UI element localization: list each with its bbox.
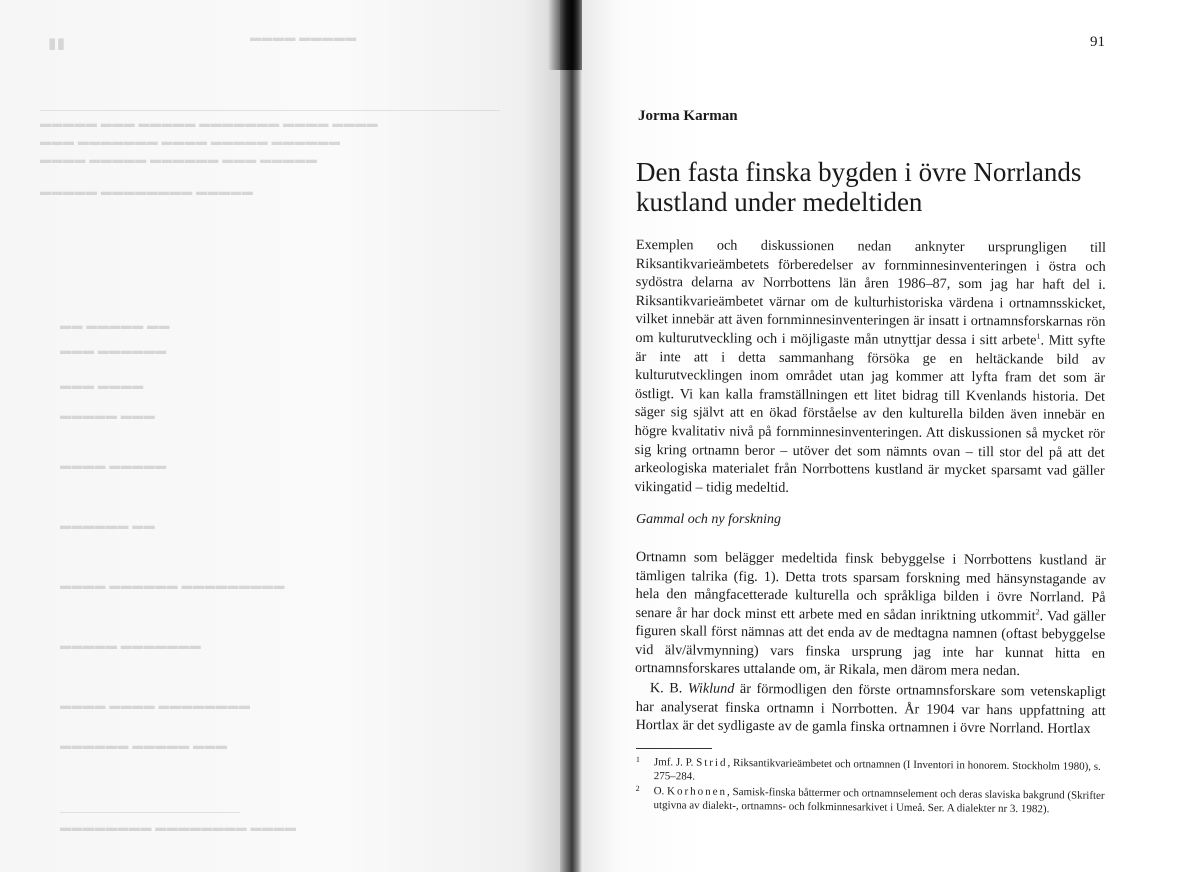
footnote-2 [635,785,1105,817]
ghost-text-line: ▬▬▬▬ ▬▬▬▬▬▬ ▬▬▬▬▬▬▬▬▬ [60,580,285,592]
footnote-number: 1 [635,755,641,765]
body2-text: är förmodligen den förste ortnamnsforskare som vetenskapligt har analyserat finska ortnamn i Norrbotten. År 1904 var hans uppfattning att Hortlax är det sydligaste av de gamla finska ortnamnen i övre Norrland. Hortlax [635,680,1106,737]
ghost-rule [40,110,500,111]
ghost-text-line: ▬▬▬ ▬▬▬▬▬▬▬ ▬▬▬▬ ▬▬▬▬▬ ▬▬▬▬▬▬ [40,136,341,148]
footnote-divider [636,748,712,749]
ghost-running-header: ▬▬▬▬ ▬▬▬▬▬ [250,32,357,44]
intro-text-part1: Exemplen och diskussionen nedan anknyter ursprungligen till Riksantikvarieämbetets förberedelser av fornminnesinventeringen i östra och sydöstra delarna av Norrbottens län åren 1986–87, som jag har haft del i. Riksantikvarieämbetet värnar om de kulturhistoriska värdena i ortnamnsskicket, vilket innebär att även fornminnesinventeringen är insatt i ortnamnsforskarnas rön om kulturutveckling och i möjligaste mån utnyttjar dessa i sitt arbete [635,236,1106,349]
ghost-text-line: ▬▬▬▬▬▬▬▬ ▬▬▬▬▬▬▬▬ ▬▬▬▬ [60,822,297,834]
ghost-page-number: ▮▮ [48,36,66,52]
body1-text-part1: Ortnamn som belägger medeltida finsk bebyggelse i Norrbottens kustland är tämligen talrika (fig. 1). Detta trots sparsam forskning med hänsynstagande av hela den mångfacetterade kulturella och språkliga bilden i övre Norrland. På senare år har dock minst ett arbete med en sådan inriktning utkommit [635,548,1106,624]
ghost-text-line: ▬▬▬▬▬ ▬▬▬▬▬▬▬▬ ▬▬▬▬▬ [40,186,254,198]
left-page-bleed-through [0,0,568,872]
footnote-ref-2: 2 [1035,606,1040,616]
author-name: Jorma Karman [638,108,738,124]
footnotes [635,756,1106,819]
body2-prefix: K. B. [649,680,688,697]
footnote-text: , Riksantikvarieämbetet och ortnamnen (I Inventori in honorem. Stockholm 1980), s. 275–284. [653,756,1101,783]
section-heading: Gammal och ny forskning [636,512,782,527]
ghost-text-line: ▬▬▬▬▬▬ ▬▬ [60,520,156,532]
footnote-author: Strid [696,756,728,769]
footnote-prefix: Jmf. J. P. [653,756,697,769]
ghost-text-line: ▬▬▬▬▬ ▬▬▬▬▬▬▬ [60,640,202,652]
ghost-text-line: ▬▬ ▬▬▬▬▬ ▬▬ [60,320,170,332]
body2-author-name: Wiklund [687,680,735,697]
body-paragraph-1 [635,548,1106,681]
intro-text-part2: . Mitt syfte är inte att i detta sammanhang försöka ge en heltäckande bild av kulturutvecklingen inom området utan jag kommer att lyfta fram det som är östligt. Vi kan kalla framställningen ett litet bidrag till Kvenlands historia. Det säger sig självt att en ökad förståelse av den kulturella bilden även innebär en högre kvalitativ nivå på fornminnesinventeringen. Att diskussionen så mycket rör sig kring ortnamn beror – utöver det som nämnts ovan – till stor del på att det arkeologiska materialet från Norrbottens kustland är mycket sparsamt vad gäller vikingatid – tidig medeltid. [634,332,1106,496]
ghost-text-line: ▬▬▬ ▬▬▬▬ [60,380,144,392]
page-number: 91 [1090,34,1105,50]
article-title: Den fasta finska bygden i övre Norrlands kustland under medeltiden [636,157,1082,217]
footnote-author: Korhonen [667,785,728,798]
footnote-number: 2 [635,783,640,794]
intro-paragraph [634,236,1106,499]
footnote-ref-1: 1 [1036,331,1041,341]
body-paragraph-2 [636,679,1106,739]
ghost-text-line: ▬▬▬▬▬▬ ▬▬▬▬▬ ▬▬▬ [60,740,228,752]
ghost-text-line: ▬▬▬▬▬ ▬▬▬ [60,410,156,422]
ghost-text-line: ▬▬▬▬ ▬▬▬▬ ▬▬▬▬▬▬▬▬ [60,700,251,712]
footnote-text: , Samisk-finska båttermer och ortnamnselement och deras slaviska bakgrund (Skrifter utgivna av dialekt-, ortnamns- och folkminnesarkivet i Umeå. Ser. A dialekter nr 3. 1982). [653,785,1105,815]
book-gutter [560,0,582,872]
footnote-1 [636,756,1106,788]
footnote-prefix: O. [653,785,668,798]
body1-text-part2: . Vad gäller figuren skall först nämnas att det enda av de medtagna namnen (oftast bebyggelse vid älv/älvmynning) vars finska ursprung jag inte har kunnat hitta en ortnamnsforskares uttalande om, är Rikala, men därom mera nedan. [634,607,1106,680]
ghost-text-line: ▬▬▬▬▬ ▬▬▬ ▬▬▬▬▬ ▬▬▬▬▬▬▬ ▬▬▬▬ ▬▬▬▬ [40,118,379,130]
ghost-rule [60,812,240,813]
ghost-text-line: ▬▬▬▬ ▬▬▬▬▬ [60,460,167,472]
ghost-text-line: ▬▬▬▬ ▬▬▬▬▬ ▬▬▬▬▬▬ ▬▬▬ ▬▬▬▬▬ [40,154,318,166]
ghost-text-line: ▬▬▬ ▬▬▬▬▬▬ [60,345,167,357]
